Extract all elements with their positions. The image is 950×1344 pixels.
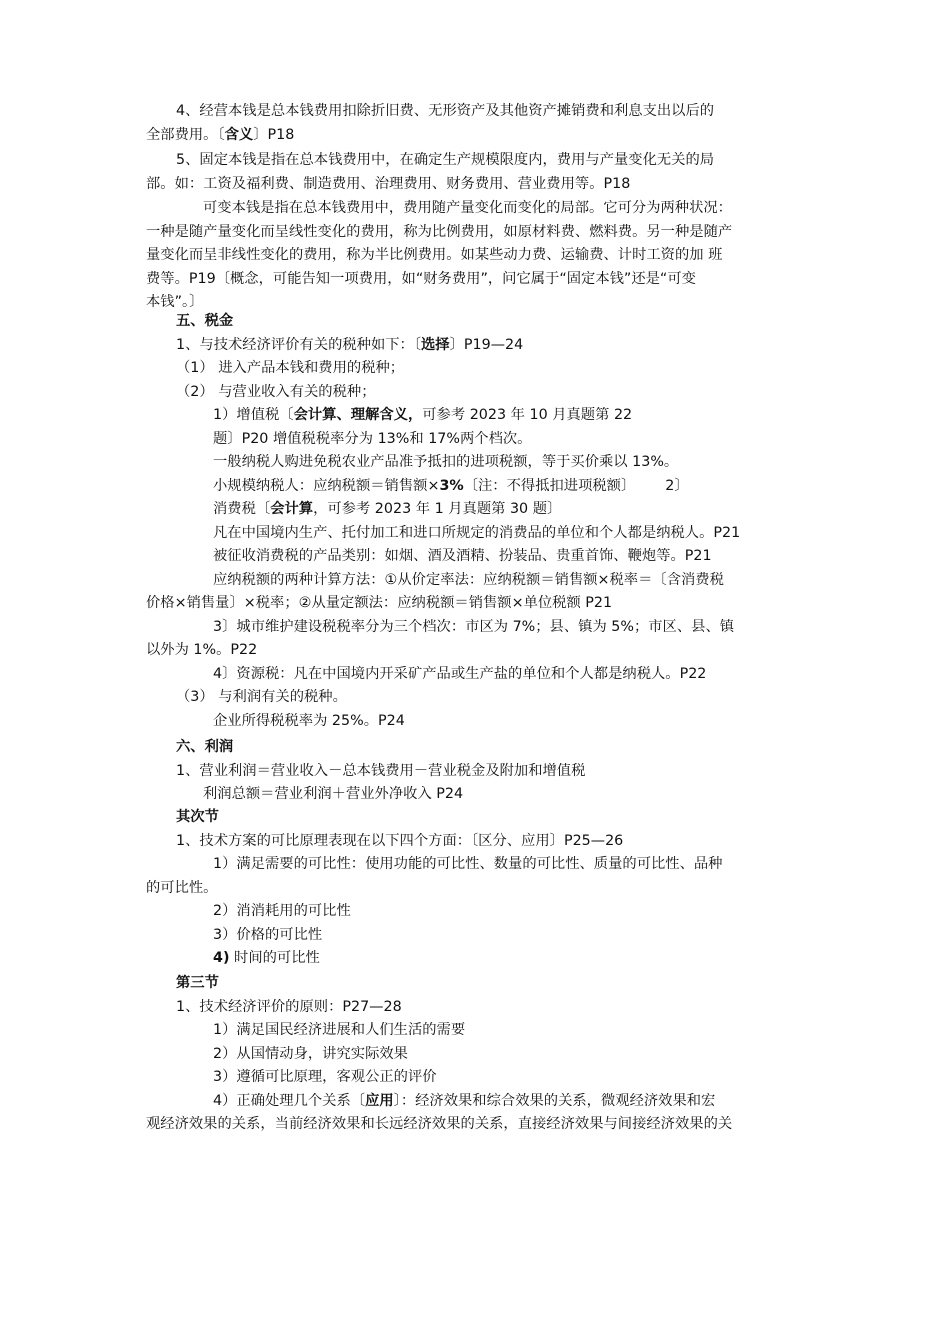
section-third: 第三节 1、技术经济评价的原则：P27—28 1）满足国民经济进展和人们生活的需要 2）从国情动身，讲究实际效果 3）遵循可比原理，客观公正的评价 4）正确处理几个关系〔应用〕：经济效果和综合效果的关系，微观经济效果和宏 观经济效果的关系，当前经济效果和长远经济效果的关系，直接经济效果与间接经济效果的关 [146,972,814,1137]
section-second: 其次节 1、技术方案的可比原理表现在以下四个方面：〔区分、应用〕P25—26 1）满足需要的可比性：使用功能的可比性、数量的可比性、质量的可比性、品种 的可比性。 2）消消耗用的可比性 3）价格的可比性 4) 时间的可比性 [146,806,814,971]
heading-third-section: 第三节 [176,975,219,991]
heading-profit: 六、利润 [176,739,234,755]
section-taxes: 五、税金 1、与技术经济评价有关的税种如下：〔选择〕P19—24 （1） 进入产品本钱和费用的税种； （2） 与营业收入有关的税种； 1）增值税〔会计算、理解含义，可参考 2023 年 10 月真题第 22 题〕P20 增值税税率分为 13%和 17%两个档次。 一般纳税人购进免税农业产品准予抵扣的进项税额，等于买价乘以 13%。 小规模纳税人：应纳税额＝销售额×3%〔注：不得抵扣进项税额〕 2〕 消费税〔会计算，可参考 2023 年 1 月真题第 30 题〕 凡在中国境内生产、托付加工和进口所规定的消费品的单位和个人都是纳税人。P21 被征收消费税的产品类别：如烟、酒及酒精、扮装品、贵重首饰、鞭炮等。P21 应纳税额的两种计算方法：①从价定率法：应纳税额＝销售额×税率＝〔含消费税 价格×销售量〕×税率；②从量定额法：应纳税额＝销售额×单位税额 P21 3〕城市维护建设税税率分为三个档次：市区为 7%；县、镇为 5%；市区、县、镇 以外为 1%。P22 4〕资源税：凡在中国境内开采矿产品或生产盐的单位和个人都是纳税人。P22 （3） 与利润有关的税种。 企业所得税税率为 25%。P24 [146,310,814,733]
paragraph-variable-cost: 可变本钱是指在总本钱费用中，费用随产量变化而变化的局部。它可分为两种状况： 一种是随产量变化而呈线性变化的费用，称为比例费用，如原材料费、燃料费。另一种是随产 量变化而呈非线性变化的费用，称为半比例费用。如某些动力费、运输费、计时工资的加 班 费等。P19〔概念，可能告知一项费用，如“财务费用”，问它属于“固定本钱”还是“可变 本钱”。〕 [146,200,733,310]
section-profit: 六、利润 1、营业利润＝营业收入－总本钱费用－营业税金及附加和增值税 利润总额＝营业利润＋营业外净收入 P24 [146,736,814,807]
paragraph-fixed-cost: 5、固定本钱是指在总本钱费用中，在确定生产规模限度内，费用与产量变化无关的局 部。如：工资及福利费、制造费用、治理费用、财务费用、营业费用等。P18 [146,152,715,192]
heading-second-section: 其次节 [176,809,219,825]
heading-taxes: 五、税金 [176,313,234,329]
paragraph-operating-cost: 4、经营本钱是总本钱费用扣除折旧费、无形资产及其他资产摊销费和利息支出以后的 全部费用。〔含义〕P18 [146,103,715,143]
